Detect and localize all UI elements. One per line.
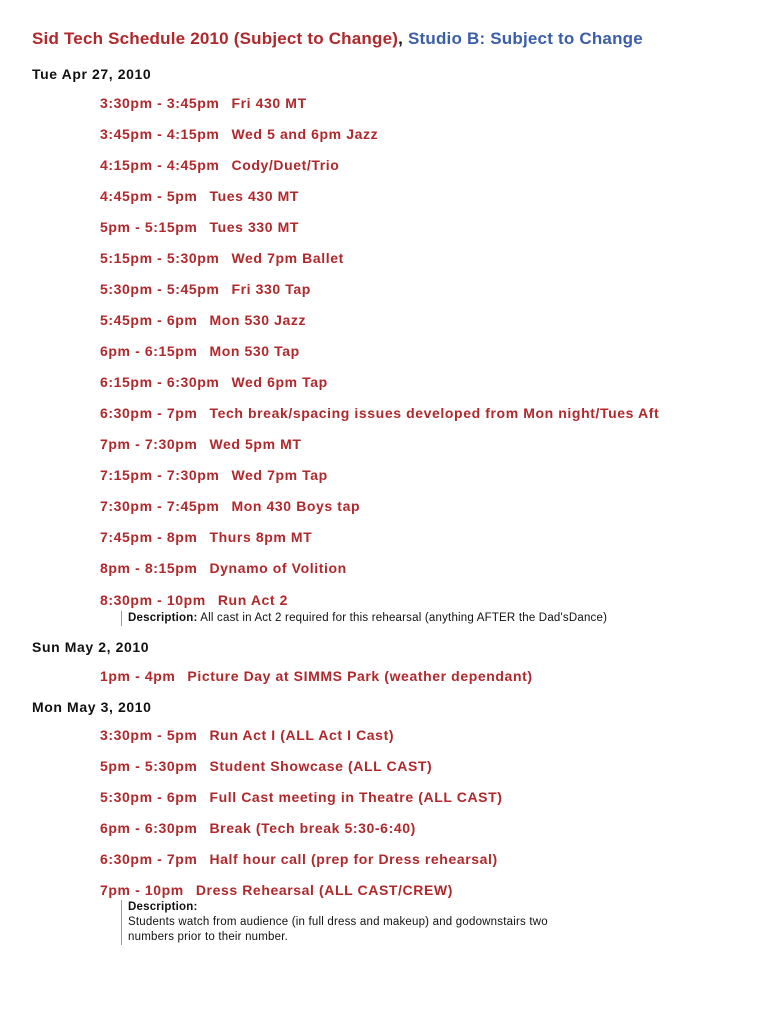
event-row (100, 467, 328, 483)
event-title: Tues 430 MT (209, 188, 300, 204)
day-heading: Mon May 3, 2010 (32, 699, 152, 715)
event-row (100, 668, 533, 684)
event-title: Thurs 8pm MT (209, 529, 313, 545)
description-label: Description: (128, 901, 198, 913)
event-time: 5pm - 5:15pm (100, 219, 198, 235)
event-row (100, 436, 302, 452)
event-row (100, 405, 659, 421)
event-row (100, 592, 288, 608)
event-row (100, 374, 328, 390)
event-title: Half hour call (prep for Dress rehearsal) (209, 851, 498, 867)
event-time: 3:45pm - 4:15pm (100, 126, 220, 142)
event-row (100, 95, 307, 111)
event-time: 7:45pm - 8pm (100, 529, 198, 545)
event-title: Tech break/spacing issues developed from Mon night/Tues Aft (209, 405, 660, 421)
event-title: Mon 530 Tap (209, 343, 300, 359)
event-row (100, 219, 299, 235)
event-time: 8pm - 8:15pm (100, 560, 198, 576)
event-description (121, 611, 607, 626)
day-heading: Tue Apr 27, 2010 (32, 66, 152, 82)
event-title: Break (Tech break 5:30-6:40) (209, 820, 416, 836)
event-time: 5:15pm - 5:30pm (100, 250, 220, 266)
event-time: 5:45pm - 6pm (100, 312, 198, 328)
event-row (100, 727, 394, 743)
event-title: Cody/Duet/Trio (231, 157, 340, 173)
event-time: 1pm - 4pm (100, 668, 176, 684)
event-row (100, 882, 453, 898)
event-title: Wed 5 and 6pm Jazz (231, 126, 379, 142)
event-description (121, 900, 548, 945)
event-row (100, 343, 300, 359)
studio-label: Studio B: (407, 29, 486, 48)
event-row (100, 188, 299, 204)
event-time: 3:30pm - 3:45pm (100, 95, 220, 111)
event-row (100, 126, 378, 142)
event-row (100, 157, 339, 173)
event-row (100, 820, 416, 836)
event-time: 7pm - 10pm (100, 882, 184, 898)
event-title: Picture Day at SIMMS Park (weather dependant) (187, 668, 533, 684)
event-row (100, 560, 347, 576)
event-row (100, 758, 432, 774)
event-title: Wed 6pm Tap (231, 374, 328, 390)
event-row (100, 789, 503, 805)
event-title: Tues 330 MT (209, 219, 300, 235)
description-text: All cast in Act 2 required for this rehearsal (anything AFTER the Dad'sDance) (200, 612, 608, 624)
event-time: 4:45pm - 5pm (100, 188, 198, 204)
event-time: 6pm - 6:30pm (100, 820, 198, 836)
event-time: 4:15pm - 4:45pm (100, 157, 220, 173)
schedule-title: Sid Tech Schedule 2010 (Subject to Change) (32, 29, 399, 48)
event-title: Run Act 2 (217, 592, 289, 608)
event-title: Full Cast meeting in Theatre (ALL CAST) (209, 789, 503, 805)
event-title: Mon 530 Jazz (209, 312, 307, 328)
event-title: Fri 330 Tap (231, 281, 311, 297)
event-row (100, 250, 344, 266)
description-label: Description: (128, 612, 198, 624)
event-time: 7pm - 7:30pm (100, 436, 198, 452)
description-text: Students watch from audience (in full dress and makeup) and godownstairs two (128, 916, 548, 928)
event-row (100, 281, 311, 297)
event-row (100, 529, 312, 545)
event-title: Wed 5pm MT (209, 436, 302, 452)
event-time: 5:30pm - 5:45pm (100, 281, 220, 297)
studio-note: Subject to Change (490, 29, 643, 48)
event-row (100, 498, 360, 514)
event-title: Wed 7pm Tap (231, 467, 328, 483)
title-separator: , (398, 29, 404, 48)
event-title: Wed 7pm Ballet (231, 250, 344, 266)
event-title: Run Act I (ALL Act I Cast) (209, 727, 395, 743)
event-time: 6:30pm - 7pm (100, 405, 198, 421)
event-time: 6:15pm - 6:30pm (100, 374, 220, 390)
day-heading: Sun May 2, 2010 (32, 639, 150, 655)
event-title: Mon 430 Boys tap (231, 498, 361, 514)
event-title: Student Showcase (ALL CAST) (209, 758, 433, 774)
event-time: 5:30pm - 6pm (100, 789, 198, 805)
event-title: Fri 430 MT (231, 95, 307, 111)
event-time: 7:15pm - 7:30pm (100, 467, 220, 483)
description-text: numbers prior to their number. (128, 931, 289, 943)
event-time: 6pm - 6:15pm (100, 343, 198, 359)
event-time: 7:30pm - 7:45pm (100, 498, 220, 514)
event-row (100, 851, 498, 867)
event-time: 8:30pm - 10pm (100, 592, 206, 608)
event-time: 3:30pm - 5pm (100, 727, 198, 743)
schedule-header (32, 29, 643, 49)
event-time: 6:30pm - 7pm (100, 851, 198, 867)
event-row (100, 312, 306, 328)
event-time: 5pm - 5:30pm (100, 758, 198, 774)
event-title: Dynamo of Volition (209, 560, 347, 576)
event-title: Dress Rehearsal (ALL CAST/CREW) (195, 882, 453, 898)
